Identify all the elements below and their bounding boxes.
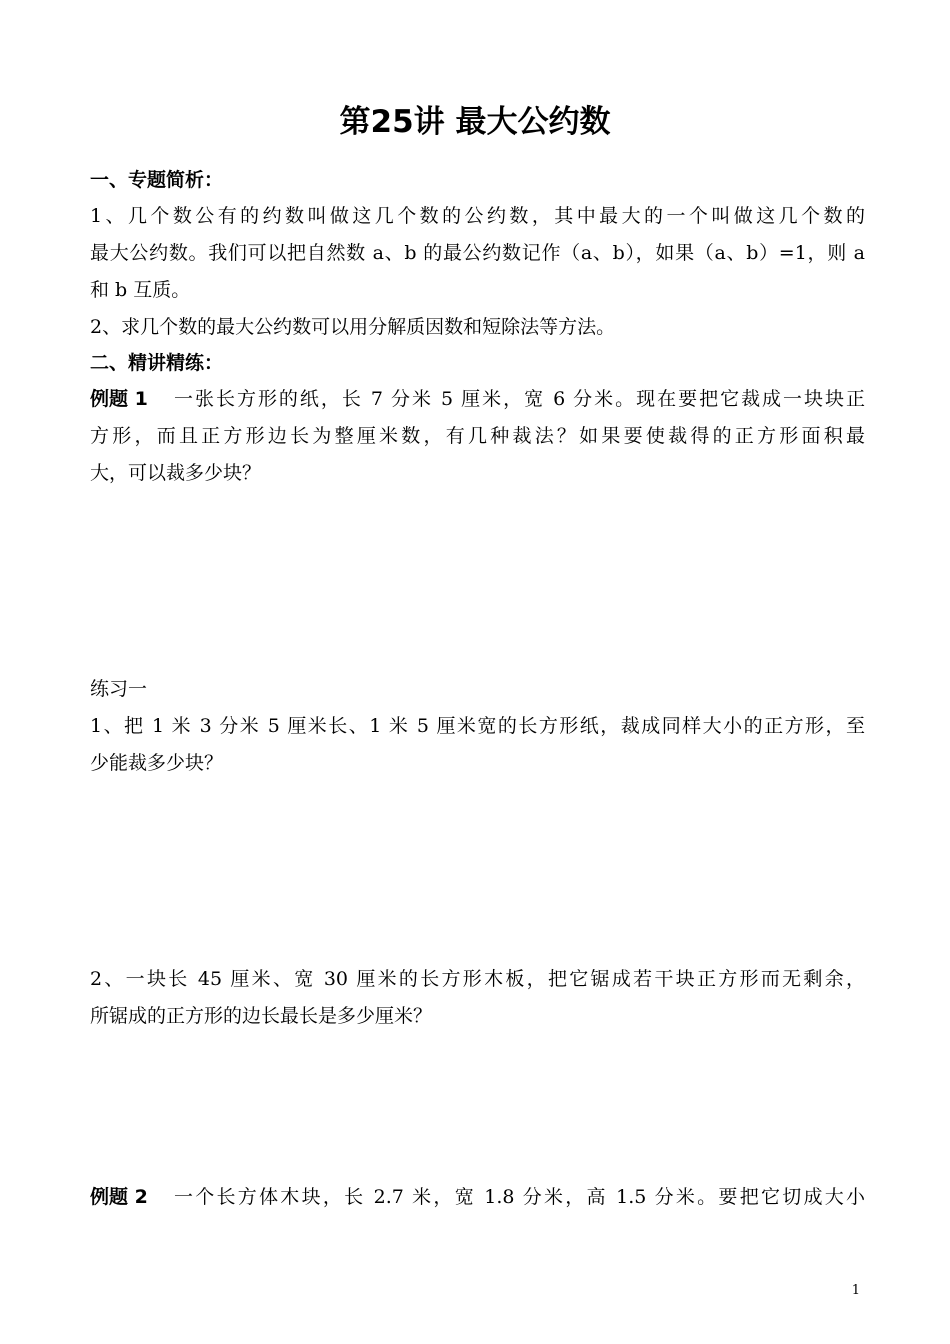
paragraph-line: 和 b 互质。 [90,279,191,301]
practice-question-2: 2、一块长 45 厘米、宽 30 厘米的长方形木板，把它锯成若干块正方形而无剩余， [90,968,865,990]
practice-question-2: 所锯成的正方形的边长最长是多少厘米？ [90,1005,433,1027]
example-1-first-line [90,386,865,412]
example-2-first-line [90,1184,865,1210]
page-number: 1 [851,1283,860,1298]
example-1-text: 一张长方形的纸，长 7 分米 5 厘米，宽 6 分米。现在要把它裁成一块块正 [174,388,865,410]
section-heading-intro: 一、专题简析： [90,169,224,191]
example-1-text: 大，可以裁多少块？ [90,462,262,484]
paragraph-line: 1、几个数公有的约数叫做这几个数的公约数，其中最大的一个叫做这几个数的 [90,205,865,227]
example-2-label: 例题 2 [90,1186,148,1208]
practice-question-1: 1、把 1 米 3 分米 5 厘米长、1 米 5 厘米宽的长方形纸，裁成同样大小的正方形，至 [90,715,865,737]
paragraph-line: 2、求几个数的最大公约数可以用分解质因数和短除法等方法。 [90,316,616,338]
example-1-label: 例题 1 [90,388,148,410]
practice-heading: 练习一 [90,678,148,700]
page-title: 第25讲 最大公约数 [339,104,611,140]
example-2-text: 一个长方体木块，长 2.7 米，宽 1.8 分米，高 1.5 分米。要把它切成大小 [174,1186,865,1208]
example-1-text: 方形，而且正方形边长为整厘米数，有几种裁法？如果要使裁得的正方形面积最 [90,425,865,447]
practice-question-1: 少能裁多少块？ [90,752,224,774]
paragraph-line: 最大公约数。我们可以把自然数 a、b 的最公约数记作（a、b），如果（a、b）=1，则 a [90,242,865,264]
section-heading-practice: 二、精讲精练： [90,352,224,374]
